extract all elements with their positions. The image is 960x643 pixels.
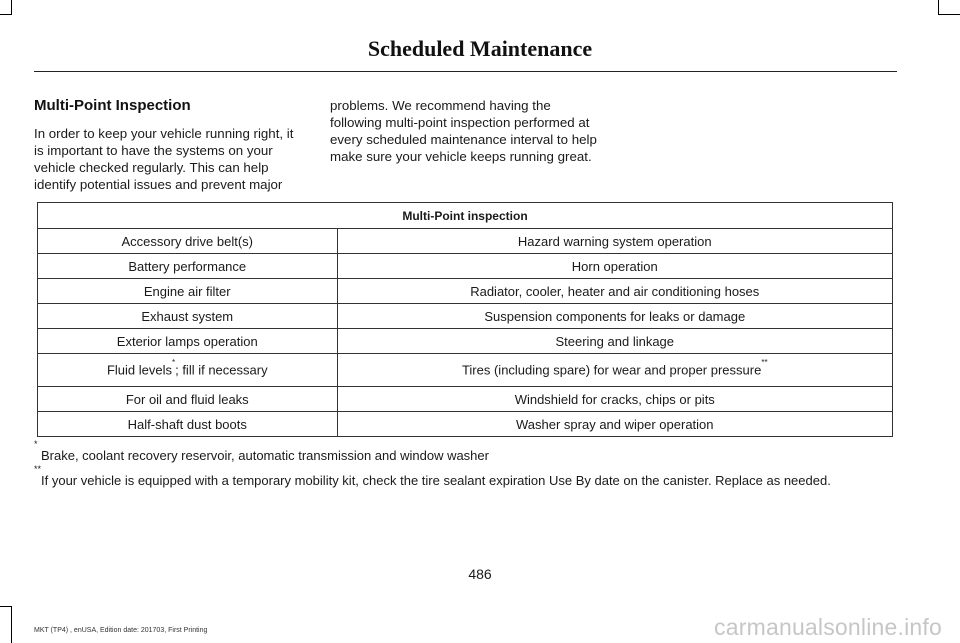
table-cell: Engine air filter — [38, 279, 338, 304]
crop-mark — [11, 0, 12, 14]
table-cell: Accessory drive belt(s) — [38, 229, 338, 254]
table-row — [38, 254, 893, 279]
cell-text: ; fill if necessary — [175, 362, 268, 378]
footnote-text: Brake, coolant recovery reservoir, automatic transmission and window washer — [41, 448, 489, 463]
table-row — [38, 412, 893, 437]
crop-mark — [0, 14, 12, 15]
crop-mark — [11, 606, 12, 643]
footnote-mark: * — [171, 358, 176, 368]
crop-mark — [938, 0, 939, 14]
table-cell — [337, 354, 892, 387]
table-row — [38, 304, 893, 329]
section-title: Multi-Point Inspection — [34, 97, 191, 114]
table-row — [38, 387, 893, 412]
crop-mark — [938, 14, 960, 15]
footer-edition: MKT (TP4) , enUSA, Edition date: 201703, First Printing — [34, 627, 208, 634]
table-heading: Multi-Point inspection — [38, 203, 893, 229]
table-cell: Exterior lamps operation — [38, 329, 338, 354]
cell-text: Tires (including spare) for wear and proper pressure — [461, 362, 762, 378]
table-header-row — [38, 203, 893, 229]
table-cell: Hazard warning system operation — [337, 229, 892, 254]
table-cell: Exhaust system — [38, 304, 338, 329]
table-cell: Battery performance — [38, 254, 338, 279]
cell-text: Fluid levels — [106, 362, 172, 378]
table-cell — [38, 354, 338, 387]
intro-paragraph-left: In order to keep your vehicle running right, it is important to have the systems on your vehicle checked regularly. This can help identify potential issues and prevent major — [34, 126, 294, 192]
footnote-mark: ** — [34, 464, 42, 474]
table-cell: Half-shaft dust boots — [38, 412, 338, 437]
table-cell: Suspension components for leaks or damage — [337, 304, 892, 329]
table-row — [38, 329, 893, 354]
crop-mark — [0, 606, 12, 607]
watermark: carmanualsonline.info — [714, 614, 942, 640]
footnote-text: If your vehicle is equipped with a temporary mobility kit, check the tire sealant expiration Use By date on the canister. Replace as needed. — [41, 473, 831, 488]
footnote-mark: * — [34, 439, 38, 449]
page-title: Scheduled Maintenance — [367, 36, 593, 61]
multi-point-inspection-table — [37, 202, 893, 437]
table-cell: For oil and fluid leaks — [38, 387, 338, 412]
table-cell: Windshield for cracks, chips or pits — [337, 387, 892, 412]
table-cell: Steering and linkage — [337, 329, 892, 354]
table-cell: Radiator, cooler, heater and air conditioning hoses — [337, 279, 892, 304]
table-cell: Horn operation — [337, 254, 892, 279]
table-row — [38, 279, 893, 304]
table-cell: Washer spray and wiper operation — [337, 412, 892, 437]
footnote-mark: ** — [761, 358, 768, 368]
page-number: 486 — [468, 566, 492, 582]
intro-paragraph-right: problems. We recommend having the following multi-point inspection performed at every scheduled maintenance interval to help make sure your vehicle keeps running great. — [330, 98, 597, 164]
table-row — [38, 354, 893, 387]
header-rule — [34, 71, 897, 72]
table-row — [38, 229, 893, 254]
